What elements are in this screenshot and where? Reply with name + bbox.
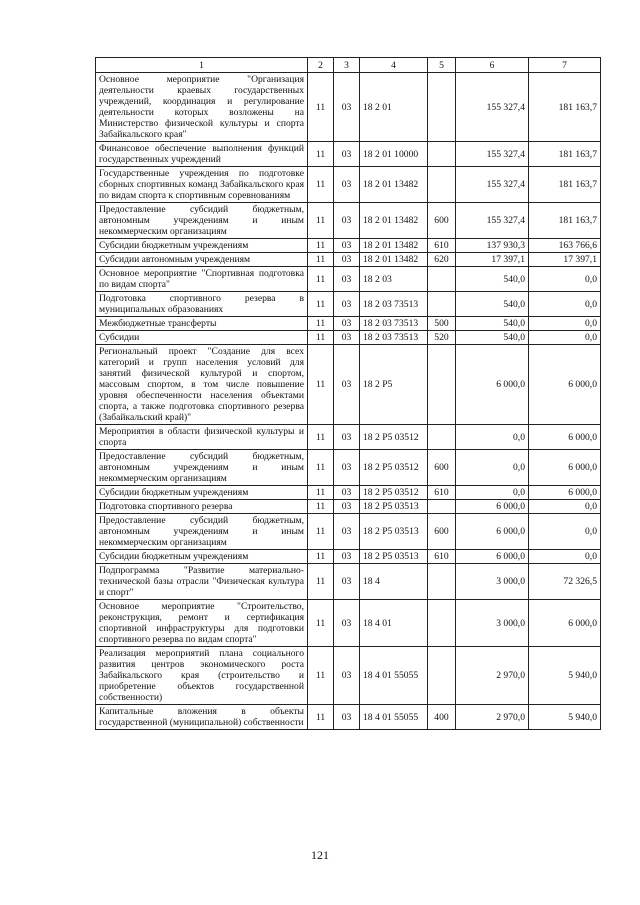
row-amount-year-2: 6 000,0 xyxy=(529,600,601,647)
row-amount-year-2: 181 163,7 xyxy=(529,167,601,203)
row-subsection: 03 xyxy=(334,345,360,425)
row-section: 11 xyxy=(308,317,334,331)
row-subsection: 03 xyxy=(334,564,360,600)
table-row xyxy=(96,345,601,425)
row-expense-type: 400 xyxy=(428,705,456,730)
table-row xyxy=(96,425,601,450)
row-section: 11 xyxy=(308,550,334,564)
budget-table xyxy=(95,57,601,730)
row-name: Субсидии автономным учреждениям xyxy=(96,253,308,267)
column-header: 7 xyxy=(529,58,601,73)
row-name: Предоставление субсидий бюджетным, автономным учреждениям и иным некоммерческим организациям xyxy=(96,514,308,550)
row-section: 11 xyxy=(308,425,334,450)
row-section: 11 xyxy=(308,486,334,500)
row-name: Субсидии бюджетным учреждениям xyxy=(96,486,308,500)
row-subsection: 03 xyxy=(334,267,360,292)
row-subsection: 03 xyxy=(334,331,360,345)
row-amount-year-1: 3 000,0 xyxy=(456,564,529,600)
table-row xyxy=(96,142,601,167)
row-target-code: 18 2 P5 03513 xyxy=(360,550,428,564)
row-name: Субсидии бюджетным учреждениям xyxy=(96,550,308,564)
row-amount-year-2: 0,0 xyxy=(529,317,601,331)
row-amount-year-2: 72 326,5 xyxy=(529,564,601,600)
row-target-code: 18 2 03 xyxy=(360,267,428,292)
row-name: Финансовое обеспечение выполнения функций государственных учреждений xyxy=(96,142,308,167)
row-amount-year-2: 17 397,1 xyxy=(529,253,601,267)
row-target-code: 18 2 01 xyxy=(360,73,428,142)
row-subsection: 03 xyxy=(334,203,360,239)
row-subsection: 03 xyxy=(334,500,360,514)
row-subsection: 03 xyxy=(334,600,360,647)
row-name: Подготовка спортивного резерва в муниципальных образованиях xyxy=(96,292,308,317)
row-expense-type xyxy=(428,142,456,167)
row-expense-type xyxy=(428,647,456,705)
table-row xyxy=(96,564,601,600)
row-expense-type xyxy=(428,267,456,292)
row-section: 11 xyxy=(308,167,334,203)
row-subsection: 03 xyxy=(334,292,360,317)
table-row xyxy=(96,317,601,331)
row-amount-year-2: 0,0 xyxy=(529,292,601,317)
row-target-code: 18 2 P5 03513 xyxy=(360,500,428,514)
row-amount-year-1: 0,0 xyxy=(456,450,529,486)
row-subsection: 03 xyxy=(334,142,360,167)
row-amount-year-1: 6 000,0 xyxy=(456,550,529,564)
row-target-code: 18 2 P5 03512 xyxy=(360,486,428,500)
row-section: 11 xyxy=(308,331,334,345)
table-row xyxy=(96,647,601,705)
table-row xyxy=(96,167,601,203)
row-target-code: 18 2 03 73513 xyxy=(360,292,428,317)
row-expense-type: 600 xyxy=(428,450,456,486)
row-name: Государственные учреждения по подготовке сборных спортивных команд Забайкальского края по видам спорта к спортивным соревнованиям xyxy=(96,167,308,203)
row-expense-type: 500 xyxy=(428,317,456,331)
column-header: 4 xyxy=(360,58,428,73)
row-amount-year-2: 0,0 xyxy=(529,500,601,514)
row-section: 11 xyxy=(308,705,334,730)
table-row xyxy=(96,705,601,730)
table-row xyxy=(96,450,601,486)
row-section: 11 xyxy=(308,514,334,550)
row-target-code: 18 2 01 10000 xyxy=(360,142,428,167)
row-amount-year-2: 6 000,0 xyxy=(529,345,601,425)
row-subsection: 03 xyxy=(334,239,360,253)
row-expense-type: 620 xyxy=(428,253,456,267)
column-header: 3 xyxy=(334,58,360,73)
row-amount-year-1: 0,0 xyxy=(456,486,529,500)
row-section: 11 xyxy=(308,267,334,292)
row-amount-year-2: 0,0 xyxy=(529,267,601,292)
row-section: 11 xyxy=(308,345,334,425)
row-section: 11 xyxy=(308,203,334,239)
row-amount-year-2: 181 163,7 xyxy=(529,203,601,239)
row-expense-type xyxy=(428,500,456,514)
row-subsection: 03 xyxy=(334,647,360,705)
row-expense-type xyxy=(428,345,456,425)
row-target-code: 18 2 P5 03512 xyxy=(360,425,428,450)
row-expense-type xyxy=(428,564,456,600)
table-row xyxy=(96,253,601,267)
row-section: 11 xyxy=(308,253,334,267)
row-expense-type xyxy=(428,600,456,647)
row-section: 11 xyxy=(308,73,334,142)
row-amount-year-1: 2 970,0 xyxy=(456,705,529,730)
row-amount-year-2: 163 766,6 xyxy=(529,239,601,253)
row-name: Капитальные вложения в объекты государственной (муниципальной) собственности xyxy=(96,705,308,730)
row-expense-type xyxy=(428,73,456,142)
row-expense-type: 610 xyxy=(428,550,456,564)
column-header: 6 xyxy=(456,58,529,73)
row-expense-type: 610 xyxy=(428,239,456,253)
row-target-code: 18 2 P5 03512 xyxy=(360,450,428,486)
row-target-code: 18 4 01 55055 xyxy=(360,647,428,705)
row-amount-year-1: 6 000,0 xyxy=(456,514,529,550)
row-name: Предоставление субсидий бюджетным, автономным учреждениям и иным некоммерческим организациям xyxy=(96,203,308,239)
table-row xyxy=(96,73,601,142)
row-expense-type: 600 xyxy=(428,514,456,550)
row-amount-year-2: 5 940,0 xyxy=(529,647,601,705)
table-row xyxy=(96,550,601,564)
row-amount-year-2: 6 000,0 xyxy=(529,425,601,450)
row-subsection: 03 xyxy=(334,550,360,564)
row-expense-type xyxy=(428,167,456,203)
row-amount-year-2: 5 940,0 xyxy=(529,705,601,730)
table-row xyxy=(96,514,601,550)
row-subsection: 03 xyxy=(334,450,360,486)
row-subsection: 03 xyxy=(334,705,360,730)
row-subsection: 03 xyxy=(334,514,360,550)
row-name: Межбюджетные трансферты xyxy=(96,317,308,331)
row-target-code: 18 2 P5 03513 xyxy=(360,514,428,550)
row-amount-year-1: 540,0 xyxy=(456,292,529,317)
row-name: Основное мероприятие "Строительство, реконструкция, ремонт и сертификация спортивной инфраструктуры для подготовки спортивного резерва по видам спорта" xyxy=(96,600,308,647)
row-amount-year-1: 540,0 xyxy=(456,331,529,345)
row-subsection: 03 xyxy=(334,317,360,331)
row-section: 11 xyxy=(308,564,334,600)
row-target-code: 18 2 01 13482 xyxy=(360,203,428,239)
row-target-code: 18 4 01 xyxy=(360,600,428,647)
row-expense-type xyxy=(428,425,456,450)
row-subsection: 03 xyxy=(334,486,360,500)
column-header: 1 xyxy=(96,58,308,73)
table-row xyxy=(96,600,601,647)
page-number: 121 xyxy=(311,848,329,862)
row-section: 11 xyxy=(308,500,334,514)
table-row xyxy=(96,239,601,253)
row-amount-year-1: 540,0 xyxy=(456,317,529,331)
row-amount-year-2: 181 163,7 xyxy=(529,142,601,167)
row-name: Предоставление субсидий бюджетным, автономным учреждениям и иным некоммерческим организациям xyxy=(96,450,308,486)
row-target-code: 18 2 01 13482 xyxy=(360,239,428,253)
row-name: Субсидии xyxy=(96,331,308,345)
row-amount-year-1: 2 970,0 xyxy=(456,647,529,705)
row-subsection: 03 xyxy=(334,253,360,267)
row-amount-year-1: 155 327,4 xyxy=(456,167,529,203)
row-target-code: 18 2 03 73513 xyxy=(360,317,428,331)
table-row xyxy=(96,486,601,500)
row-amount-year-2: 0,0 xyxy=(529,331,601,345)
row-expense-type: 600 xyxy=(428,203,456,239)
table-row xyxy=(96,331,601,345)
row-expense-type: 610 xyxy=(428,486,456,500)
table-row xyxy=(96,500,601,514)
table-header-row xyxy=(96,58,601,73)
row-target-code: 18 2 01 13482 xyxy=(360,167,428,203)
row-target-code: 18 2 01 13482 xyxy=(360,253,428,267)
row-amount-year-1: 17 397,1 xyxy=(456,253,529,267)
row-section: 11 xyxy=(308,239,334,253)
row-section: 11 xyxy=(308,142,334,167)
row-name: Мероприятия в области физической культуры и спорта xyxy=(96,425,308,450)
row-section: 11 xyxy=(308,647,334,705)
row-amount-year-1: 3 000,0 xyxy=(456,600,529,647)
row-amount-year-1: 155 327,4 xyxy=(456,142,529,167)
table-body xyxy=(96,73,601,730)
row-target-code: 18 4 xyxy=(360,564,428,600)
row-subsection: 03 xyxy=(334,73,360,142)
row-section: 11 xyxy=(308,600,334,647)
row-amount-year-1: 6 000,0 xyxy=(456,345,529,425)
row-section: 11 xyxy=(308,292,334,317)
row-expense-type: 520 xyxy=(428,331,456,345)
row-amount-year-1: 155 327,4 xyxy=(456,203,529,239)
row-amount-year-1: 155 327,4 xyxy=(456,73,529,142)
row-amount-year-1: 6 000,0 xyxy=(456,500,529,514)
row-name: Субсидии бюджетным учреждениям xyxy=(96,239,308,253)
row-amount-year-1: 137 930,3 xyxy=(456,239,529,253)
row-amount-year-2: 6 000,0 xyxy=(529,486,601,500)
row-name: Подпрограмма "Развитие материально-технической базы отрасли "Физическая культура и спорт" xyxy=(96,564,308,600)
row-amount-year-2: 181 163,7 xyxy=(529,73,601,142)
table-row xyxy=(96,203,601,239)
row-name: Основное мероприятие "Организация деятельности краевых государственных учреждений, координация и регулирование деятельности которых возложены на Министерство физической культуры и спорта Забайкальского края" xyxy=(96,73,308,142)
row-amount-year-2: 0,0 xyxy=(529,514,601,550)
row-name: Подготовка спортивного резерва xyxy=(96,500,308,514)
table-row xyxy=(96,292,601,317)
row-name: Региональный проект "Создание для всех категорий и групп населения условий для занятий физической культурой и спортом, массовым спортом, в том числе повышение уровня обеспеченности населения объектами спорта, а также подготовка спортивного резерва (Забайкальский край)" xyxy=(96,345,308,425)
row-target-code: 18 2 P5 xyxy=(360,345,428,425)
row-expense-type xyxy=(428,292,456,317)
row-subsection: 03 xyxy=(334,167,360,203)
row-amount-year-1: 540,0 xyxy=(456,267,529,292)
row-amount-year-2: 0,0 xyxy=(529,550,601,564)
row-name: Реализация мероприятий плана социального развития центров экономического роста Забайкальского края (строительство и приобретение объектов государственной собственности) xyxy=(96,647,308,705)
row-target-code: 18 4 01 55055 xyxy=(360,705,428,730)
row-target-code: 18 2 03 73513 xyxy=(360,331,428,345)
row-subsection: 03 xyxy=(334,425,360,450)
row-name: Основное мероприятие "Спортивная подготовка по видам спорта" xyxy=(96,267,308,292)
row-amount-year-2: 6 000,0 xyxy=(529,450,601,486)
column-header: 2 xyxy=(308,58,334,73)
row-section: 11 xyxy=(308,450,334,486)
row-amount-year-1: 0,0 xyxy=(456,425,529,450)
column-header: 5 xyxy=(428,58,456,73)
table-row xyxy=(96,267,601,292)
